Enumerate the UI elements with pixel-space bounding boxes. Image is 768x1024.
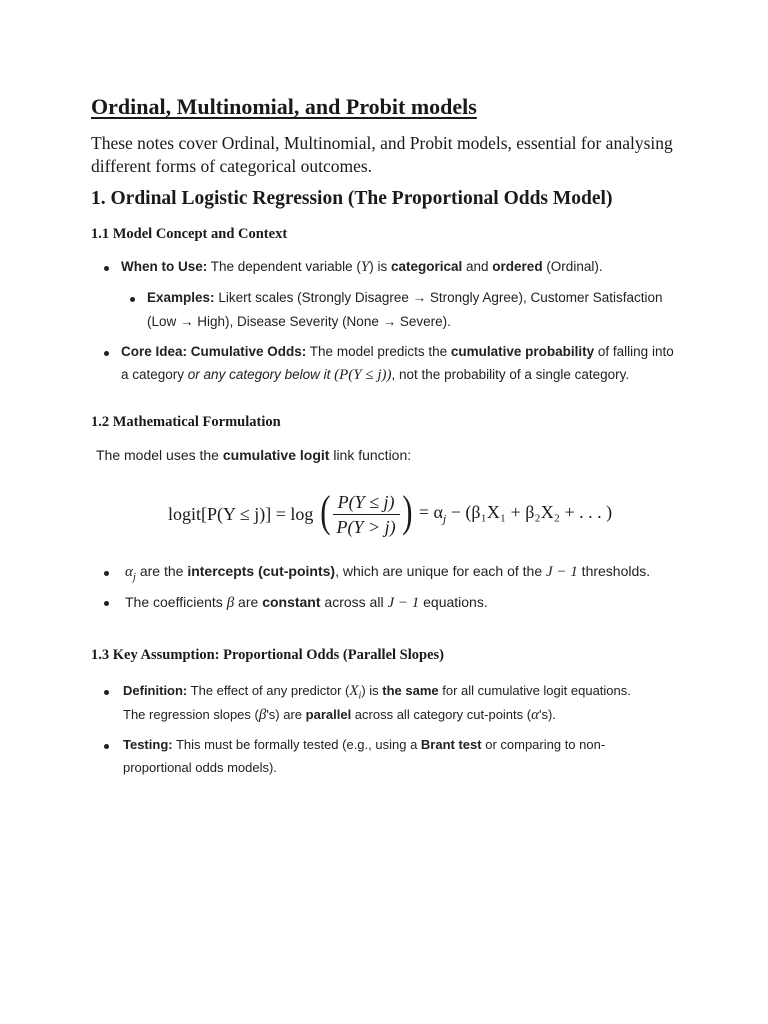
bullet-dot [104, 571, 109, 576]
list-item-definition-cont: The regression slopes (β's) are parallel across all category cut-points (α's). [123, 707, 556, 723]
list-item-testing: Testing: This must be formally tested (e.g., using a Brant test or comparing to non- [123, 737, 606, 752]
list-item-examples: Examples: Likert scales (Strongly Disagree → Strongly Agree), Customer Satisfaction [147, 290, 663, 305]
bullet-dot [104, 744, 109, 749]
list-item-intercepts: $\alpha_j$ are the intercepts (cut-points), which are unique for each of the J − 1 thresholds. [125, 563, 651, 583]
list-item-coefficients: The coefficients β are constant across all J − 1 equations. [125, 594, 488, 611]
subsection-heading-1-1: 1.1 Model Concept and Context [91, 226, 288, 242]
subsection-heading-1-3: 1.3 Key Assumption: Proportional Odds (Parallel Slopes) [91, 647, 444, 663]
section-heading: 1. Ordinal Logistic Regression (The Proportional Odds Model) [91, 188, 613, 209]
list-item-core-idea: Core Idea: Cumulative Odds: The model predicts the cumulative probability of falling into [121, 344, 674, 359]
list-item-examples-cont: (Low → High), Disease Severity (None → Severe). [147, 314, 451, 329]
list-item-when-to-use: When to Use: The dependent variable (Y) is categorical and ordered (Ordinal). [121, 259, 603, 275]
formulation-lead: The model uses the cumulative logit link function: [96, 447, 412, 463]
bullet-dot [104, 601, 109, 606]
list-item-core-idea-cont: a category or any category below it (P(Y ≤ j)), not the probability of a single category. [121, 367, 630, 383]
bullet-dot [104, 351, 109, 356]
right-paren: ) [401, 486, 413, 536]
list-item-testing-cont: proportional odds models). [123, 760, 277, 775]
intro-paragraph: These notes cover Ordinal, Multinomial, and Probit models, essential for analysing different forms of categorical outcomes. [91, 133, 673, 176]
left-paren: ( [320, 486, 331, 536]
bullet-dot [104, 266, 109, 271]
bullet-dot [104, 690, 109, 695]
document-title: Ordinal, Multinomial, and Probit models [91, 94, 477, 119]
list-item-definition: Definition: The effect of any predictor $(X_i)$ is the same for all cumulative logit equations. [123, 683, 631, 702]
cumulative-logit-formula: logit[P(Y ≤ j)] = log ( $\frac{P(Y \le j)}{P(Y > j)}$ ) = $\alpha_j - (\beta_1X_1 + \beta_2X_2$ + . . . ) [168, 486, 613, 537]
formula-fraction: $\frac{P(Y \le j)}{P(Y > j)}$ [333, 490, 400, 539]
bullet-dot [130, 297, 135, 302]
subsection-heading-1-2: 1.2 Mathematical Formulation [91, 414, 281, 430]
